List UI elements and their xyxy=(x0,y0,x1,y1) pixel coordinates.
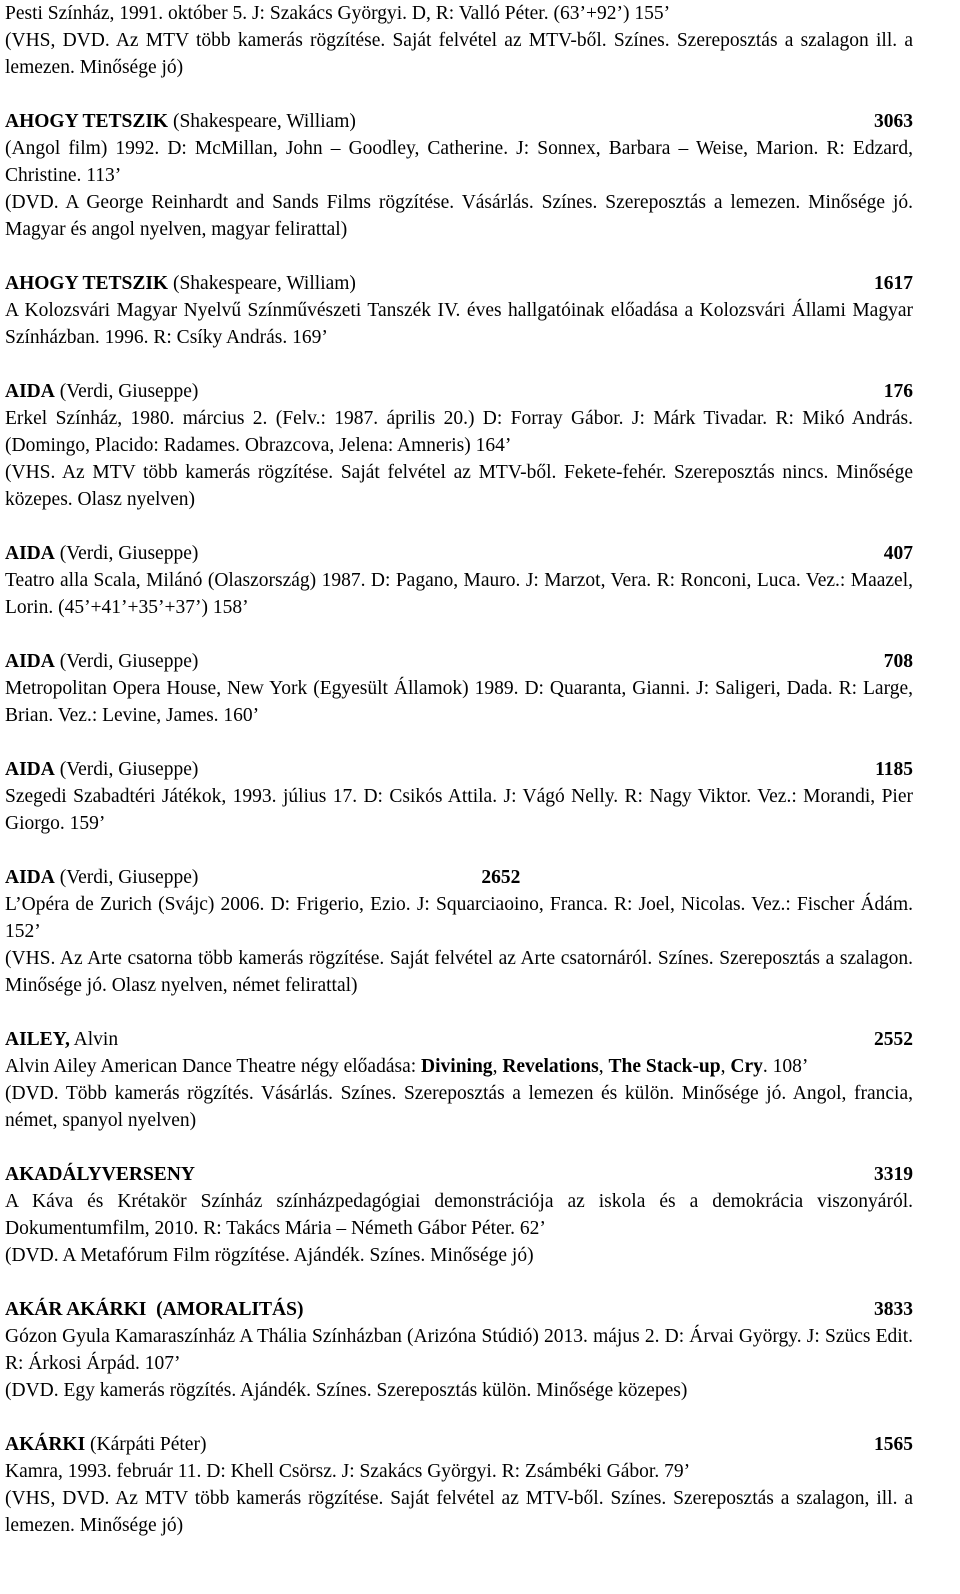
work-title: Cry xyxy=(730,1056,763,1077)
entry-media-info: (DVD. Egy kamerás rögzítés. Ajándék. Színes. Szereposztás külön. Minősége közepes) xyxy=(5,1380,688,1401)
entry-heading xyxy=(5,1026,913,1053)
entry-media-info: (DVD. A George Reinhardt and Sands Films rögzítése. Vásárlás. Színes. Szereposztás a lemezen. Minősége jó. Magyar és angol nyelven, magyar felirattal) xyxy=(5,192,913,240)
entry-details: L’Opéra de Zurich (Svájc) 2006. D: Frigerio, Ezio. J: Squarciaoino, Franca. R: Joel, Nicolas. Vez.: Fischer Ádám. 152’ xyxy=(5,894,913,942)
entry-number: 3063 xyxy=(874,111,913,132)
catalog-entry xyxy=(5,1026,913,1134)
catalog-entry xyxy=(5,378,913,513)
entry-details: Pesti Színház, 1991. október 5. J: Szakács Györgyi. D, R: Valló Péter. (63’+92’) 155’ xyxy=(5,3,671,24)
entry-heading xyxy=(5,756,913,783)
entry-media-info: (DVD. A Metafórum Film rögzítése. Ajándék. Színes. Minősége jó) xyxy=(5,1245,534,1266)
entry-title: AKÁR AKÁRKI (AMORALITÁS) xyxy=(5,1299,304,1320)
catalog-page xyxy=(5,0,913,1566)
entry-title: AILEY, xyxy=(5,1029,70,1050)
catalog-entry xyxy=(5,1161,913,1269)
catalog-entry xyxy=(5,540,913,621)
entry-media-info: (VHS. Az MTV több kamerás rögzítése. Saját felvétel az MTV-ből. Fekete-fehér. Szereposztás nincs. Minősége közepes. Olasz nyelven) xyxy=(5,462,913,510)
entry-number: 176 xyxy=(883,381,913,402)
entry-title: AIDA xyxy=(5,543,55,564)
work-title: Revelations xyxy=(502,1056,599,1077)
entry-details: Teatro alla Scala, Milánó (Olaszország) 1987. D: Pagano, Mauro. J: Marzot, Vera. R: Ronconi, Luca. Vez.: Maazel, Lorin. (45’+41’+35’+37’) 158’ xyxy=(5,570,913,618)
entry-heading xyxy=(5,108,913,135)
entry-heading xyxy=(5,1296,913,1323)
entry-heading xyxy=(5,270,913,297)
entry-duration: 108’ xyxy=(767,1056,809,1077)
entry-title: AIDA xyxy=(5,381,55,402)
entry-details: Szegedi Szabadtéri Játékok, 1993. július 17. D: Csikós Attila. J: Vágó Nelly. R: Nagy Viktor. Vez.: Morandi, Pier Giorgo. 159’ xyxy=(5,786,913,834)
entry-number: 3319 xyxy=(874,1164,913,1185)
entry-media-info: (DVD. Több kamerás rögzítés. Vásárlás. Színes. Szereposztás a lemezen és külön. Minősége jó. Angol, francia, német, spanyol nyelven) xyxy=(5,1083,913,1131)
entry-heading xyxy=(5,648,913,675)
entry-author: (Verdi, Giuseppe) xyxy=(54,759,199,780)
entry-title: AKÁRKI xyxy=(5,1434,86,1455)
catalog-entry xyxy=(5,1296,913,1404)
catalog-entry xyxy=(5,270,913,351)
entry-title: AIDA xyxy=(5,651,55,672)
entry-details: Alvin Ailey American Dance Theatre négy előadása: Divining, Revelations, The Stack-up, Cry. 108’ xyxy=(5,1056,809,1077)
entry-number: 407 xyxy=(883,543,913,564)
entry-number: 1565 xyxy=(874,1434,913,1455)
entry-title: AKADÁLYVERSENY xyxy=(5,1164,195,1185)
catalog-entry xyxy=(5,0,913,81)
entry-author: (Shakespeare, William) xyxy=(168,111,356,132)
entry-number: 1617 xyxy=(874,273,913,294)
entry-author: (Verdi, Giuseppe) xyxy=(54,651,199,672)
entry-details: Kamra, 1993. február 11. D: Khell Csörsz. J: Szakács Györgyi. R: Zsámbéki Gábor. 79’ xyxy=(5,1461,691,1482)
entry-heading xyxy=(5,540,913,567)
entry-number: 708 xyxy=(883,651,913,672)
entry-details: Erkel Színház, 1980. március 2. (Felv.: 1987. április 20.) D: Forray Gábor. J: Márk Tivadar. R: Mikó András. (Domingo, Placido: Radames. Obrazcova, Jelena: Amneris) 164’ xyxy=(5,408,913,456)
catalog-entry xyxy=(5,648,913,729)
work-title: Divining xyxy=(421,1056,493,1077)
entry-details: Metropolitan Opera House, New York (Egyesült Államok) 1989. D: Quaranta, Gianni. J: Saligeri, Dada. R: Large, Brian. Vez.: Levine, James. 160’ xyxy=(5,678,913,726)
entry-title: AHOGY TETSZIK xyxy=(5,111,169,132)
entry-number: 2552 xyxy=(874,1029,913,1050)
entry-details: (Angol film) 1992. D: McMillan, John – Goodley, Catherine. J: Sonnex, Barbara – Weise, Marion. R: Edzard, Christine. 113’ xyxy=(5,138,913,186)
entry-details: A Káva és Krétakör Színház színházpedagógiai demonstrációja az iskola és a demokrácia viszonyáról. Dokumentumfilm, 2010. R: Takács Mária – Németh Gábor Péter. 62’ xyxy=(5,1191,913,1239)
entry-author: (Verdi, Giuseppe) xyxy=(54,543,199,564)
entry-media-info: (VHS, DVD. Az MTV több kamerás rögzítése. Saját felvétel az MTV-ből. Színes. Szereposztás a szalagon, ill. a lemezen. Minősége jó) xyxy=(5,1488,913,1536)
entry-media-info: (VHS, DVD. Az MTV több kamerás rögzítése. Saját felvétel az MTV-ből. Színes. Szereposztás a szalagon ill. a lemezen. Minősége jó) xyxy=(5,30,913,78)
entry-author: (Verdi, Giuseppe) xyxy=(54,867,199,888)
entry-title: AHOGY TETSZIK xyxy=(5,273,169,294)
work-title: The Stack-up xyxy=(608,1056,721,1077)
entry-heading xyxy=(5,1161,913,1188)
catalog-entry xyxy=(5,1431,913,1539)
entry-title: AIDA xyxy=(5,867,55,888)
catalog-entry xyxy=(5,864,913,999)
entry-number: 1185 xyxy=(875,759,913,780)
entry-heading xyxy=(5,864,913,891)
catalog-entry xyxy=(5,756,913,837)
entry-author: (Shakespeare, William) xyxy=(168,273,356,294)
entry-heading xyxy=(5,1431,913,1458)
catalog-entry xyxy=(5,108,913,243)
entry-number: 3833 xyxy=(874,1299,913,1320)
entry-media-info: (VHS. Az Arte csatorna több kamerás rögzítése. Saját felvétel az Arte csatornáról. Színes. Szereposztás a szalagon. Minősége jó. Olasz nyelven, német felirattal) xyxy=(5,948,913,996)
entry-author: (Verdi, Giuseppe) xyxy=(54,381,199,402)
entry-details: A Kolozsvári Magyar Nyelvű Színművészeti Tanszék IV. éves hallgatóinak előadása a Kolozsvári Állami Magyar Színházban. 1996. R: Csíky András. 169’ xyxy=(5,300,913,348)
entry-number: 2652 xyxy=(481,867,521,888)
entry-intro: Alvin Ailey American Dance Theatre négy előadása: xyxy=(5,1056,422,1077)
entry-title: AIDA xyxy=(5,759,55,780)
entry-author: (Kárpáti Péter) xyxy=(85,1434,207,1455)
entry-details: Gózon Gyula Kamaraszínház A Thália Színházban (Arizóna Stúdió) 2013. május 2. D: Árvai György. J: Szücs Edit. R: Árkosi Árpád. 107’ xyxy=(5,1326,913,1374)
entry-author: Alvin xyxy=(69,1029,119,1050)
entry-heading xyxy=(5,378,913,405)
